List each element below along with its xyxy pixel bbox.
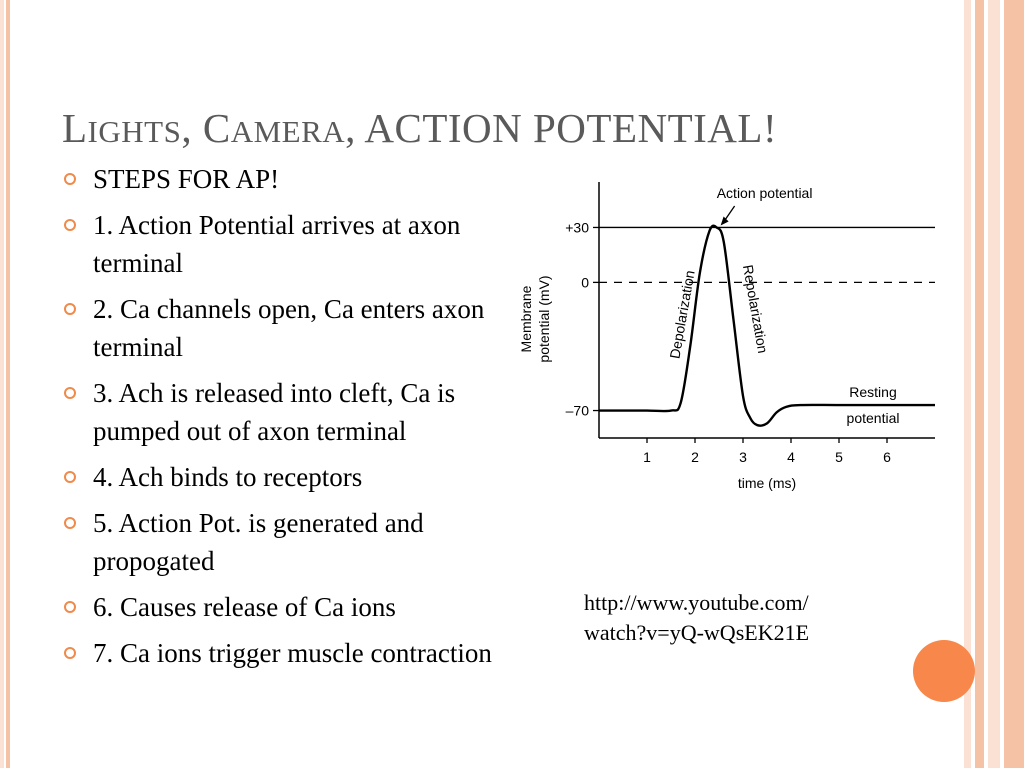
- right-frame-border: [964, 0, 1024, 768]
- right-frame-band-3: [988, 0, 1000, 768]
- y-axis-label-line-2: potential (mV): [536, 275, 552, 363]
- bullet-circle-icon: [64, 387, 76, 399]
- y-tick-label: –70: [565, 402, 589, 419]
- left-frame-band-outer: [0, 0, 4, 768]
- x-tick-label: 5: [835, 449, 843, 465]
- bullet-text: 5. Action Pot. is generated and propogated: [93, 508, 424, 576]
- bullet-item: [62, 588, 512, 626]
- bullet-item: [62, 634, 512, 672]
- y-tick-label: 0: [581, 274, 589, 291]
- bullet-text: 4. Ach binds to receptors: [93, 462, 363, 492]
- x-tick-label: 4: [787, 449, 795, 465]
- bullet-item: [62, 160, 512, 198]
- x-tick-label: 3: [739, 449, 747, 465]
- bullet-text: 3. Ach is released into cleft, Ca is pumped out of axon terminal: [93, 378, 456, 446]
- bullet-list: [62, 160, 512, 680]
- decorative-circle: [913, 640, 975, 702]
- bullet-text: 2. Ca channels open, Ca enters axon terminal: [93, 294, 485, 362]
- repolarization-label: Repolarization: [739, 263, 772, 355]
- y-axis-label-line-1: Membrane: [518, 285, 534, 353]
- bullet-text: 7. Ca ions trigger muscle contraction: [93, 638, 492, 668]
- bullet-circle-icon: [64, 219, 76, 231]
- bullet-text: 1. Action Potential arrives at axon terminal: [93, 210, 461, 278]
- bullet-circle-icon: [64, 601, 76, 613]
- bullet-circle-icon: [64, 647, 76, 659]
- slide-title: [62, 104, 777, 152]
- bullet-item: [62, 290, 512, 366]
- title-part: , ACTION POTENTIAL!: [345, 105, 778, 151]
- right-frame-band-2: [975, 0, 984, 768]
- right-frame-band-4: [1004, 0, 1024, 768]
- title-part: , C: [181, 105, 231, 151]
- bullet-text: 6. Causes release of Ca ions: [93, 592, 396, 622]
- peak-annotation-label: Action potential: [716, 185, 813, 201]
- bullet-item: [62, 374, 512, 450]
- y-tick-label: +30: [565, 219, 589, 236]
- title-part: IGHTS: [87, 114, 182, 149]
- bullet-item: [62, 458, 512, 496]
- x-tick-label: 6: [883, 449, 891, 465]
- bullet-circle-icon: [64, 173, 76, 185]
- video-link-line-2: watch?v=yQ-wQsEK21E: [584, 620, 810, 645]
- bullet-circle-icon: [64, 517, 76, 529]
- title-part: AMERA: [230, 114, 346, 149]
- bullet-item: [62, 206, 512, 282]
- title-part: L: [62, 105, 88, 151]
- bullet-circle-icon: [64, 303, 76, 315]
- action-potential-chart: [515, 180, 945, 500]
- video-link-line-1: http://www.youtube.com/: [584, 590, 809, 615]
- bullet-circle-icon: [64, 471, 76, 483]
- left-frame-border: [0, 0, 13, 768]
- left-frame-band-inner: [6, 0, 10, 768]
- bullet-text: STEPS FOR AP!: [93, 164, 280, 194]
- x-tick-label: 2: [691, 449, 699, 465]
- depolarization-label: Depolarization: [666, 269, 698, 360]
- video-link[interactable]: [584, 588, 809, 648]
- x-axis-label: time (ms): [737, 475, 797, 491]
- peak-annotation-arrowhead: [721, 216, 729, 225]
- bullet-item: [62, 504, 512, 580]
- resting-label-line-2: potential: [846, 410, 900, 427]
- x-tick-label: 1: [643, 449, 651, 465]
- resting-label-line-1: Resting: [849, 384, 897, 401]
